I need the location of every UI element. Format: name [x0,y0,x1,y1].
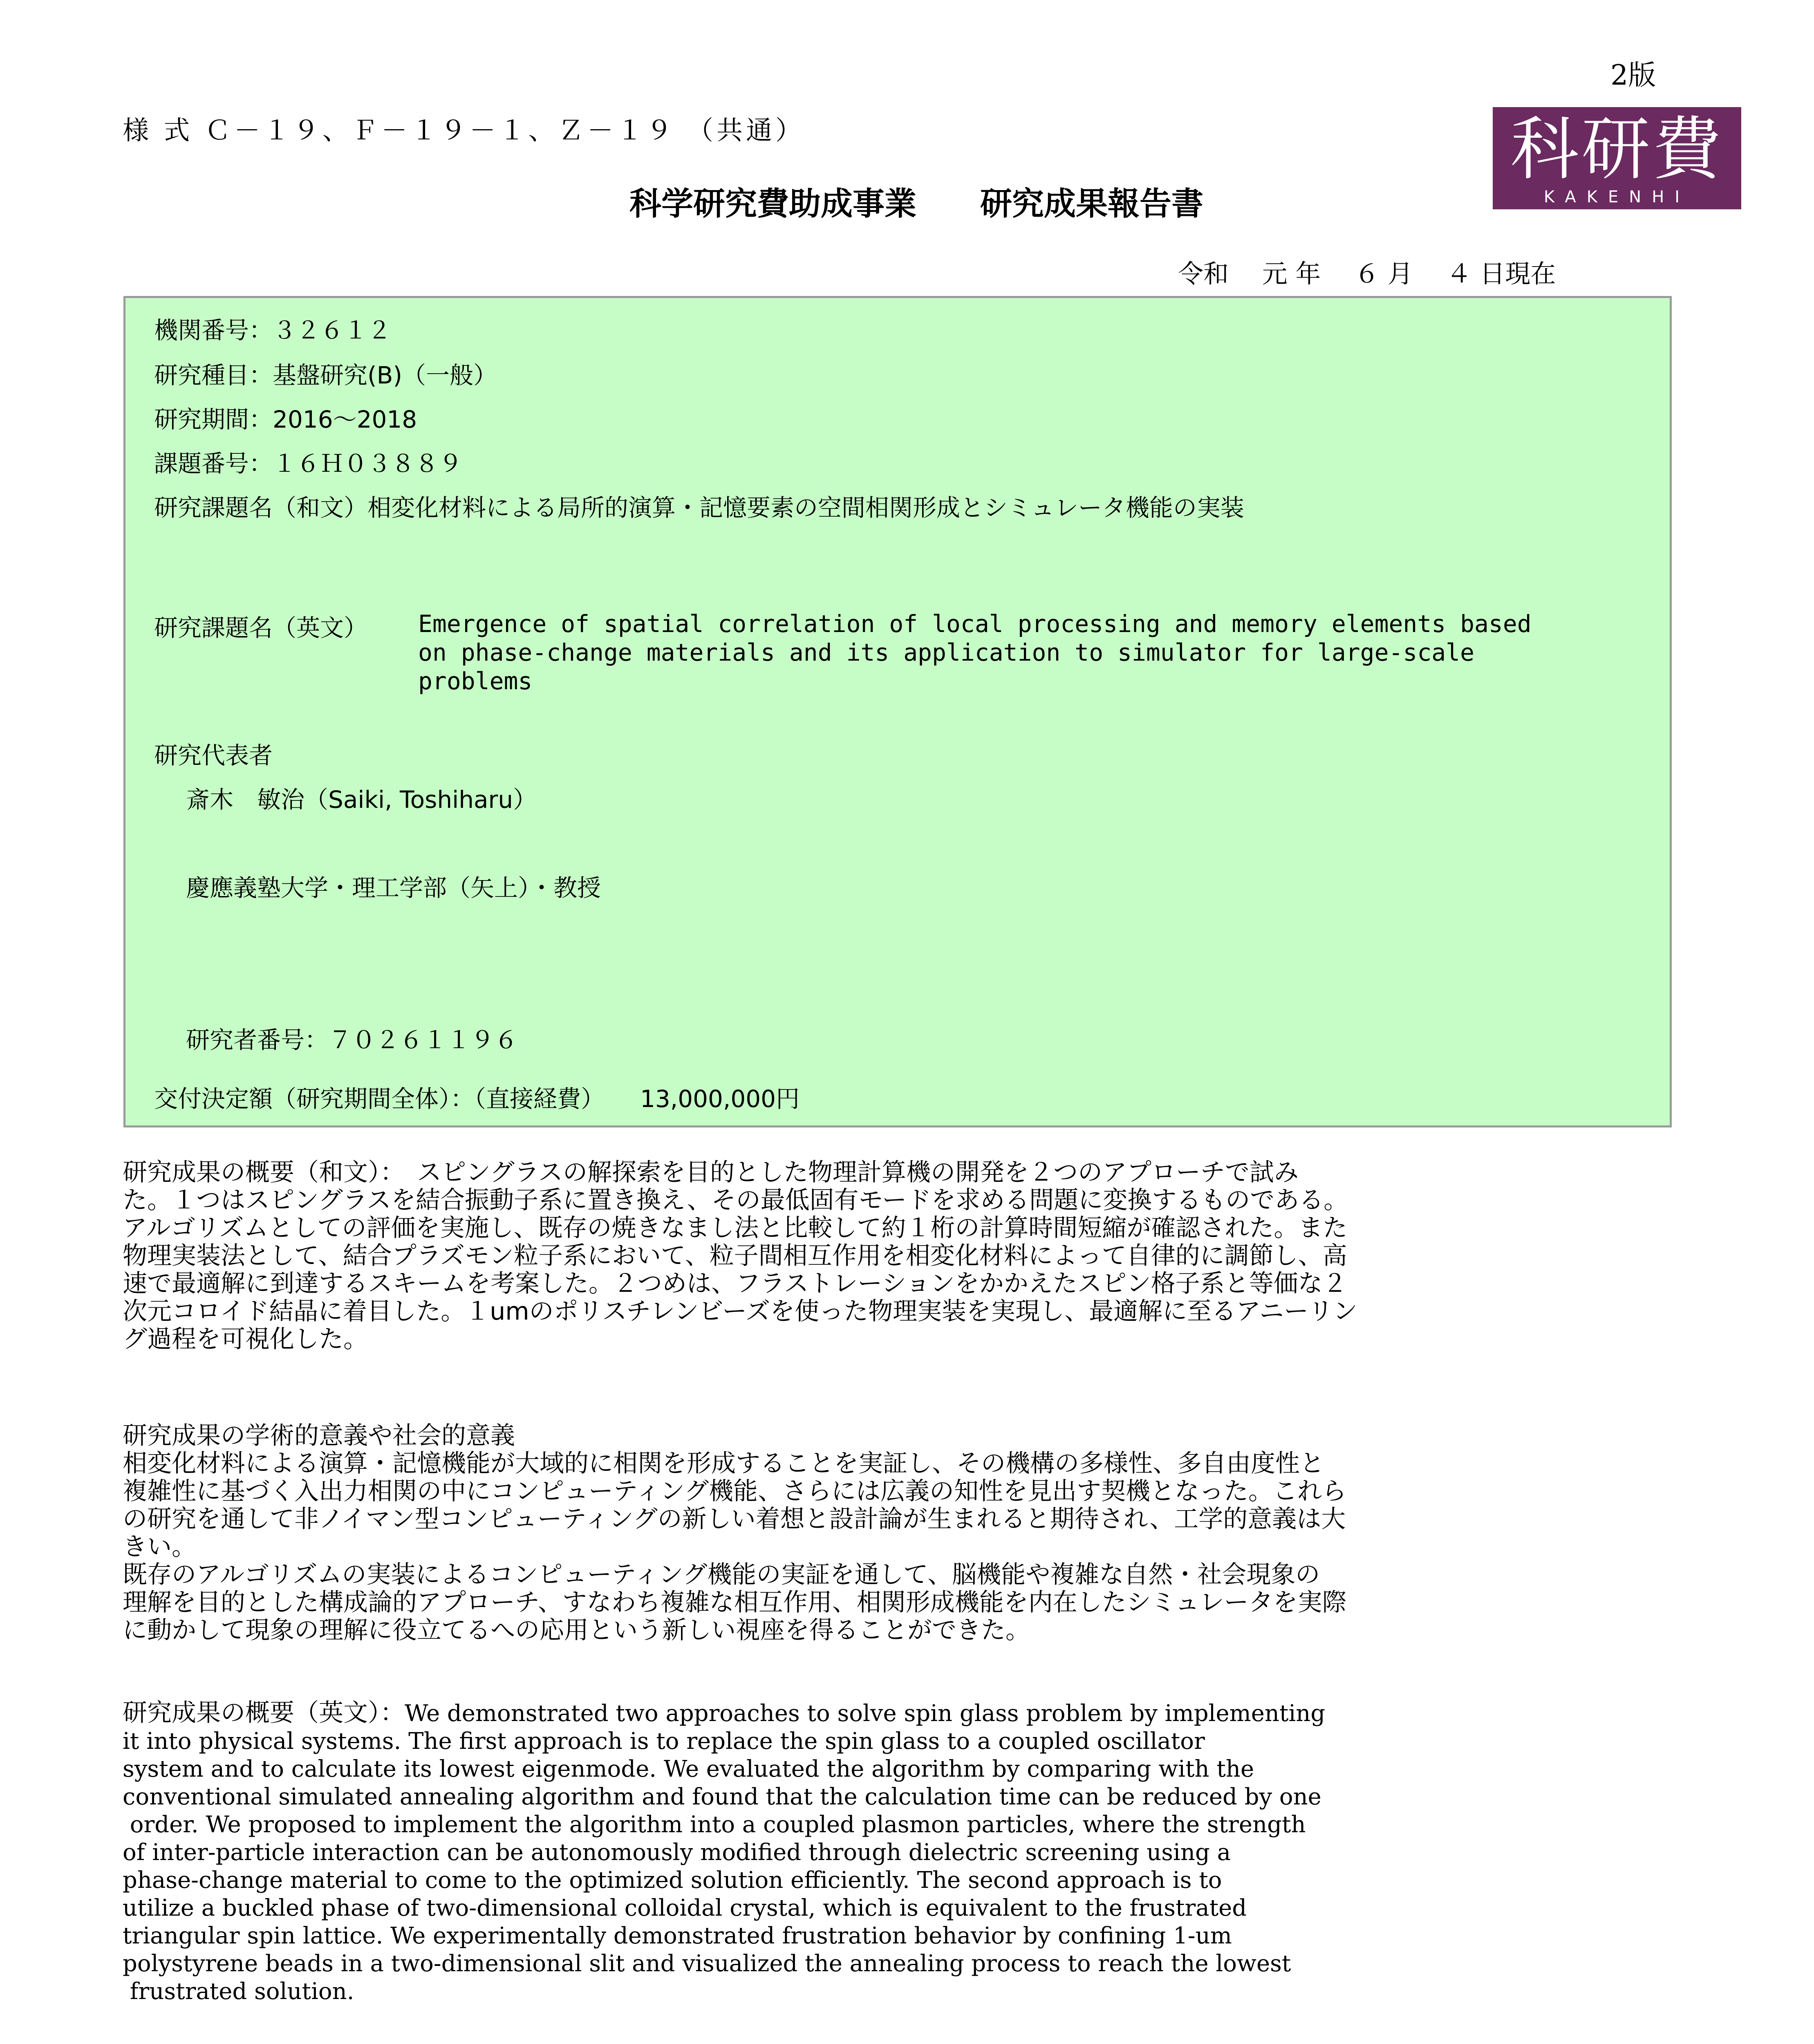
grant-amount: 交付決定額（研究期間全体）：（直接経費） 13,000,000円 [154,1085,800,1113]
title-english-label: 研究課題名（英文） [154,614,368,642]
summary-en-line: system and to calculate its lowest eigenmode. We evaluated the algorithm by comparing with the [123,1756,1254,1782]
summary-jp-line: 研究成果の概要（和文）： スピングラスの解探索を目的とした物理計算機の開発を２つのアプローチで試み [123,1158,1299,1187]
summary-jp-line: 次元コロイド結晶に着目した。１umのポリスチレンビーズを使った物理実装を実現し、最適解に至るアニーリン [123,1297,1358,1326]
research-period: 研究期間：2016～2018 [154,406,417,433]
title-english-line: problems [418,667,533,695]
form-id: 様 式 Ｃ－１９、Ｆ－１９－１、Ｚ－１９ （共通） [123,116,805,146]
summary-en-line: utilize a buckled phase of two-dimensional colloidal crystal, which is equivalent to the frustrated [123,1895,1247,1921]
significance-line: 相変化材料による演算・記憶機能が大域的に相関を形成することを実証し、その機構の多様性、多自由度性と [123,1449,1324,1478]
summary-en-line: We demonstrated two approaches to solve spin glass problem by implementing [405,1700,1326,1727]
summary-jp-line: た。１つはスピングラスを結合振動子系に置き換え、その最低固有モードを求める問題に変換するものである。 [123,1186,1348,1215]
project-number: 課題番号：１６Ｈ０３８８９ [154,450,463,477]
summary-en-line: polystyrene beads in a two-dimensional slit and visualized the annealing process to reach the lowest [123,1950,1291,1977]
significance-line: の研究を通して非ノイマン型コンピューティングの新しい着想と設計論が生まれると期待され、工学的意義は大 [123,1505,1346,1533]
title-english-line: on phase-change materials and its application to simulator for large-scale [418,639,1475,666]
summary-jp-line: 物理実装法として、結合プラズモン粒子系において、粒子間相互作用を相変化材料によって自律的に調節し、高 [123,1242,1347,1270]
document-title: 科学研究費助成事業 研究成果報告書 [629,186,1204,222]
research-type: 研究種目：基盤研究(B)（一般） [154,361,497,389]
summary-jp-line: グ過程を可視化した。 [123,1325,368,1354]
summary-japanese [123,1159,1602,1353]
summary-jp-line: 速で最適解に到達するスキームを考案した。２つめは、フラストレーションをかかえたスピン格子系と等価な２ [123,1269,1347,1298]
institution-number: 機関番号：３２６１２ [154,316,392,344]
logo-main-text: 科研費 [1510,109,1724,189]
significance-line: きい。 [123,1533,196,1561]
summary-en-line: conventional simulated annealing algorithm and found that the calculation time can be reduced by one [123,1784,1321,1810]
academic-social-significance [123,1422,1602,1644]
summary-en-line: of inter-particle interaction can be autonomously modified through dielectric screening using a [123,1839,1231,1866]
significance-line: 既存のアルゴリズムの実装によるコンピューティング機能の実証を通して、脳機能や複雑な自然・社会現象の [123,1560,1320,1589]
logo-sub-text: KAKENHI [1543,188,1691,206]
significance-line: 複雑性に基づく入出力相関の中にコンピューティング機能、さらには広義の知性を見出す契機となった。これら [123,1477,1346,1506]
report-date: 令和 元 年 ６ 月 ４ 日現在 [1178,259,1556,289]
significance-line: に動かして現象の理解に役立てるへの応用という新しい視座を得ることができた。 [123,1616,1030,1645]
affiliation: 慶應義塾大学・理工学部（矢上）・教授 [186,874,601,902]
summary-en-line: frustrated solution. [123,1978,354,2005]
summary-en-line: it into physical systems. The first approach is to replace the spin glass to a coupled oscillator [123,1728,1205,1755]
title-japanese: 研究課題名（和文）相変化材料による局所的演算・記憶要素の空間相関形成とシミュレータ機能の実装 [154,494,1244,522]
summary-english [123,1699,1325,2006]
representative-label: 研究代表者 [154,742,273,769]
researcher-number: 研究者番号：７０２６１１９６ [186,1026,518,1054]
title-english [418,610,1532,695]
kakenhi-logo [1493,107,1741,209]
summary-en-line: order. We proposed to implement the algorithm into a coupled plasmon particles, where the strength [123,1811,1306,1838]
significance-line: 理解を目的とした構成論的アプローチ、すなわち複雑な相互作用、相関形成機能を内在したシミュレータを実際 [123,1588,1347,1617]
summary-en-label: 研究成果の概要（英文）： [123,1699,405,1727]
title-english-line: Emergence of spatial correlation of local processing and memory elements based [418,610,1532,638]
representative-name: 斎木 敏治（Saiki, Toshiharu） [186,786,537,814]
edition-label: 2版 [1610,59,1656,92]
project-info-box [123,296,1672,1127]
summary-jp-line: アルゴリズムとしての評価を実施し、既存の焼きなまし法と比較して約１桁の計算時間短縮が確認された。また [123,1214,1348,1242]
summary-en-line: triangular spin lattice. We experimentally demonstrated frustration behavior by confining 1-um [123,1923,1232,1949]
summary-en-line: phase-change material to come to the optimized solution efficiently. The second approach is to [123,1867,1222,1894]
significance-heading: 研究成果の学術的意義や社会的意義 [123,1421,515,1450]
